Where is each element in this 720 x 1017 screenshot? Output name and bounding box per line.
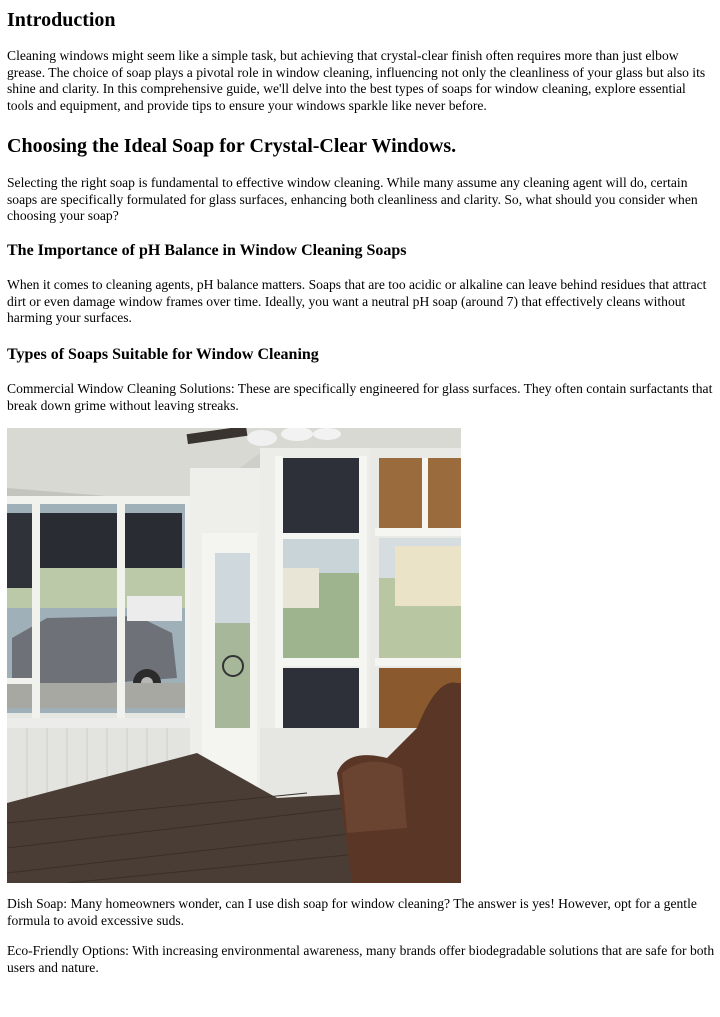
section-paragraph: Selecting the right soap is fundamental to effective window cleaning. While many assume any cleaning agent will do, certain soaps are specifically formulated for glass surfaces, enhancing both cleanliness and clarity. So, what should you consider when choosing your soap? <box>7 175 698 224</box>
section-heading: Choosing the Ideal Soap for Crystal-Clear Windows. <box>7 135 457 157</box>
ph-paragraph: When it comes to cleaning agents, pH balance matters. Soaps that are too acidic or alkaline can leave behind residues that attract dirt or even damage window frames over time. Ideally, you want a neutral pH soap (around 7) that effectively cleans without harming your surfaces. <box>7 277 707 326</box>
sunroom-photo <box>7 428 461 883</box>
types-paragraph: Commercial Window Cleaning Solutions: These are specifically engineered for glass surfaces. They often contain surfactants that break down grime without leaving streaks. <box>7 381 713 413</box>
eco-friendly-paragraph: Eco-Friendly Options: With increasing environmental awareness, many brands offer biodegradable solutions that are safe for both users and nature. <box>7 943 715 975</box>
ph-heading: The Importance of pH Balance in Window Cleaning Soaps <box>7 242 407 259</box>
intro-paragraph: Cleaning windows might seem like a simple task, but achieving that crystal-clear finish often requires more than just elbow grease. The choice of soap plays a pivotal role in window cleaning, influencing not only the cleanliness of your glass but also its shine and clarity. In this comprehensive guide, we'll delve into the best types of soaps for window cleaning, explore essential tools and equipment, and provide tips to ensure your windows sparkle like never before. <box>7 48 706 114</box>
types-heading: Types of Soaps Suitable for Window Cleaning <box>7 346 319 363</box>
dish-soap-paragraph: Dish Soap: Many homeowners wonder, can I use dish soap for window cleaning? The answer is yes! However, opt for a gentle formula to avoid excessive suds. <box>7 896 697 928</box>
intro-heading: Introduction <box>7 9 116 31</box>
